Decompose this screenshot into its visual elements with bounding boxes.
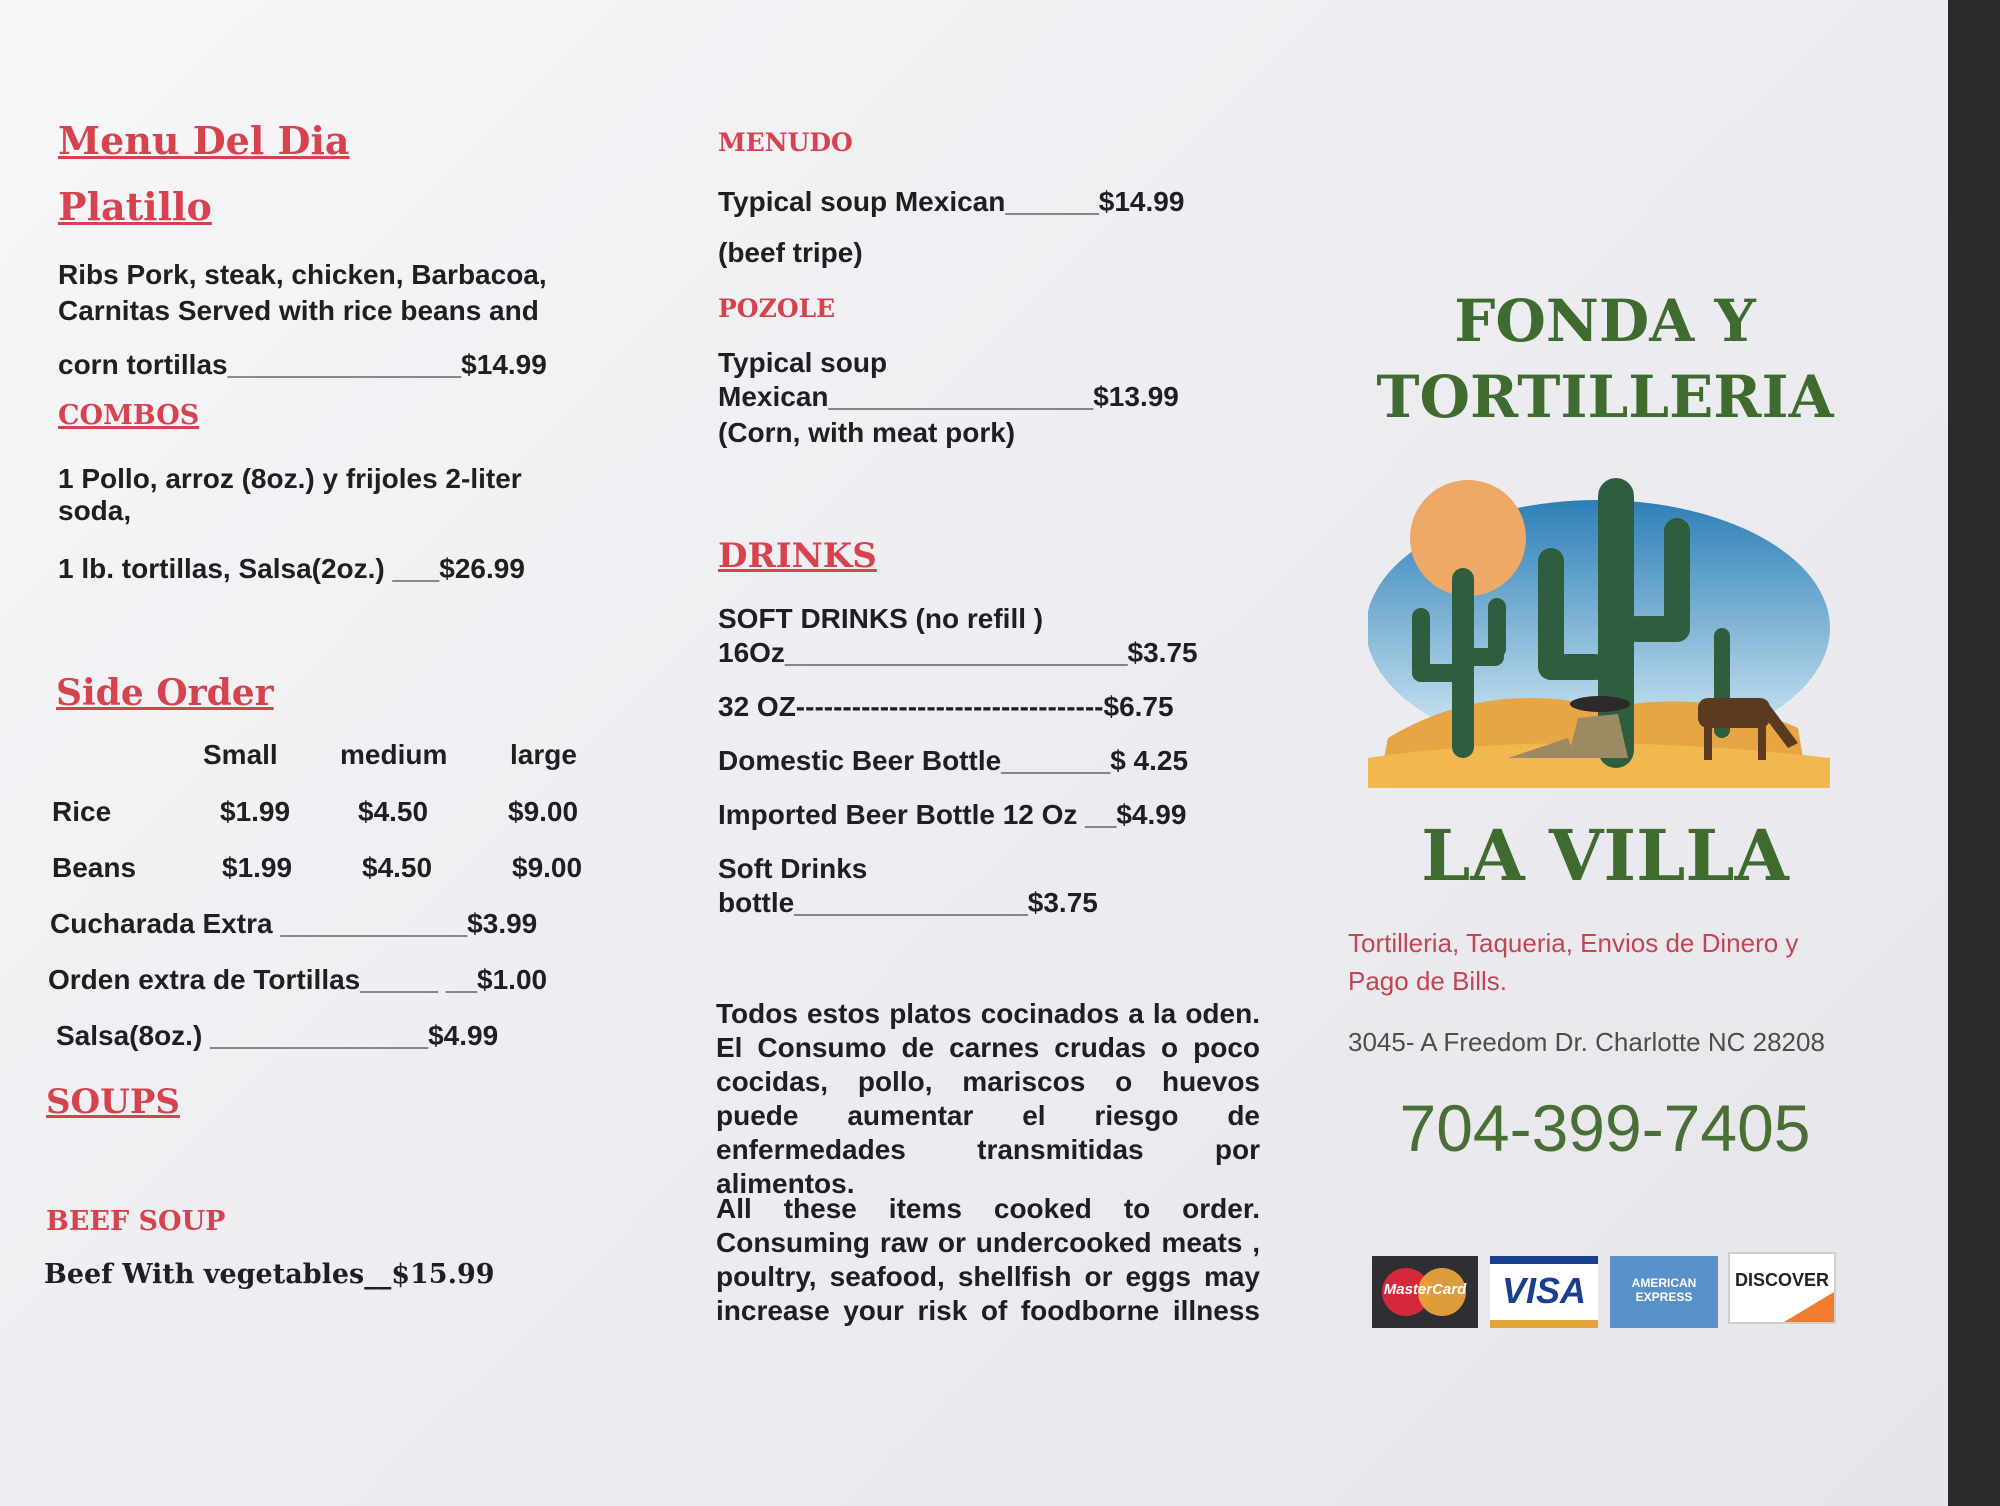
cucharada-extra-line: Cucharada Extra ____________$3.99 (50, 908, 538, 939)
la-villa-name: LA VILLA (1421, 814, 1789, 897)
beef-soup-heading: BEEF SOUP (46, 1206, 226, 1237)
address: 3045- A Freedom Dr. Charlotte NC 28208 (1348, 1027, 1825, 1057)
combos-price-line: 1 lb. tortillas, Salsa(2oz.) ___$26.99 (58, 553, 525, 584)
pozole-line-3: (Corn, with meat pork) (718, 417, 1016, 448)
platillo-price-line: corn tortillas_______________$14.99 (58, 349, 547, 380)
paper-edge-shadow (1948, 0, 2000, 1506)
size-medium-header: medium (340, 739, 448, 770)
notice-english: All these items cooked to order. Consuming raw or undercooked meats , poultry, seafood, shellfish or eggs may increase your risk of foodborne illness (716, 1193, 1260, 1326)
beans-large-price: $9.00 (512, 852, 583, 883)
tortilleria-title: TORTILLERIA (1376, 363, 1834, 431)
rice-medium-price: $4.50 (358, 796, 429, 827)
rice-label: Rice (52, 796, 112, 827)
beans-medium-price: $4.50 (362, 852, 433, 883)
size-small-header: Small (203, 739, 278, 770)
menudo-note: (beef tripe) (718, 237, 863, 268)
fonda-y-title: FONDA Y (1454, 287, 1756, 355)
imported-beer-line: Imported Beer Bottle 12 Oz __$4.99 (718, 799, 1187, 830)
pozole-price-line: Mexican_________________$13.99 (718, 381, 1179, 412)
american-express-logo: AMERICAN EXPRESS (1610, 1256, 1718, 1328)
soft-drinks-16oz-line: 16Oz______________________$3.75 (718, 637, 1198, 668)
soft-drinks-bottle-price-line: bottle_______________$3.75 (718, 887, 1098, 918)
phone-number: 704-399-7405 (1399, 1091, 1811, 1165)
soft-drinks-32oz-line: 32 OZ---------------------------------$6.75 (718, 691, 1174, 722)
rice-small-price: $1.99 (220, 796, 291, 827)
discover-logo: DISCOVER (1728, 1252, 1836, 1324)
beans-small-price: $1.99 (222, 852, 293, 883)
mastercard-logo: MasterCard (1372, 1256, 1478, 1328)
side-order-heading: Side Order (56, 672, 274, 714)
pozole-line-1: Typical soup (718, 347, 888, 378)
menu-del-dia-heading: Menu Del Dia (58, 118, 350, 163)
pozole-heading: POZOLE (718, 294, 836, 323)
domestic-beer-line: Domestic Beer Bottle_______$ 4.25 (718, 745, 1189, 776)
combos-heading: COMBOS (58, 400, 200, 431)
soft-drinks-bottle-line-1: Soft Drinks (718, 853, 868, 884)
visa-logo: VISA (1490, 1256, 1598, 1328)
services-line-1: Tortilleria, Taqueria, Envios de Dinero y (1348, 928, 1799, 958)
soups-heading: SOUPS (46, 1082, 180, 1122)
size-large-header: large (510, 739, 577, 770)
drinks-heading: DRINKS (718, 536, 877, 576)
beans-label: Beans (52, 852, 137, 883)
services-line-2: Pago de Bills. (1348, 966, 1507, 996)
desert-cactus-illustration (1368, 458, 1830, 788)
menudo-heading: MENUDO (718, 128, 853, 157)
notice-spanish: Todos estos platos cocinados a la oden. El Consumo de carnes crudas o poco cocidas, pollo, mariscos o huevos puede aumentar el riesgo de enfermedades transmitidas por alimentos. (716, 998, 1260, 1199)
combos-line-1: 1 Pollo, arroz (8oz.) y frijoles 2-liter (58, 463, 522, 494)
platillo-heading: Platillo (58, 184, 212, 229)
platillo-description-line-1: Ribs Pork, steak, chicken, Barbacoa, (58, 259, 547, 290)
orden-tortillas-line: Orden extra de Tortillas_____ __$1.00 (48, 964, 548, 995)
menudo-price-line: Typical soup Mexican______$14.99 (718, 186, 1185, 217)
soft-drinks-line-1: SOFT DRINKS (no refill ) (718, 603, 1044, 634)
combos-line-2: soda, (58, 495, 132, 526)
beef-soup-price-line: Beef With vegetables__$15.99 (44, 1259, 495, 1290)
platillo-description-line-2: Carnitas Served with rice beans and (58, 295, 539, 326)
salsa-line: Salsa(8oz.) ______________$4.99 (56, 1020, 499, 1051)
rice-large-price: $9.00 (508, 796, 579, 827)
